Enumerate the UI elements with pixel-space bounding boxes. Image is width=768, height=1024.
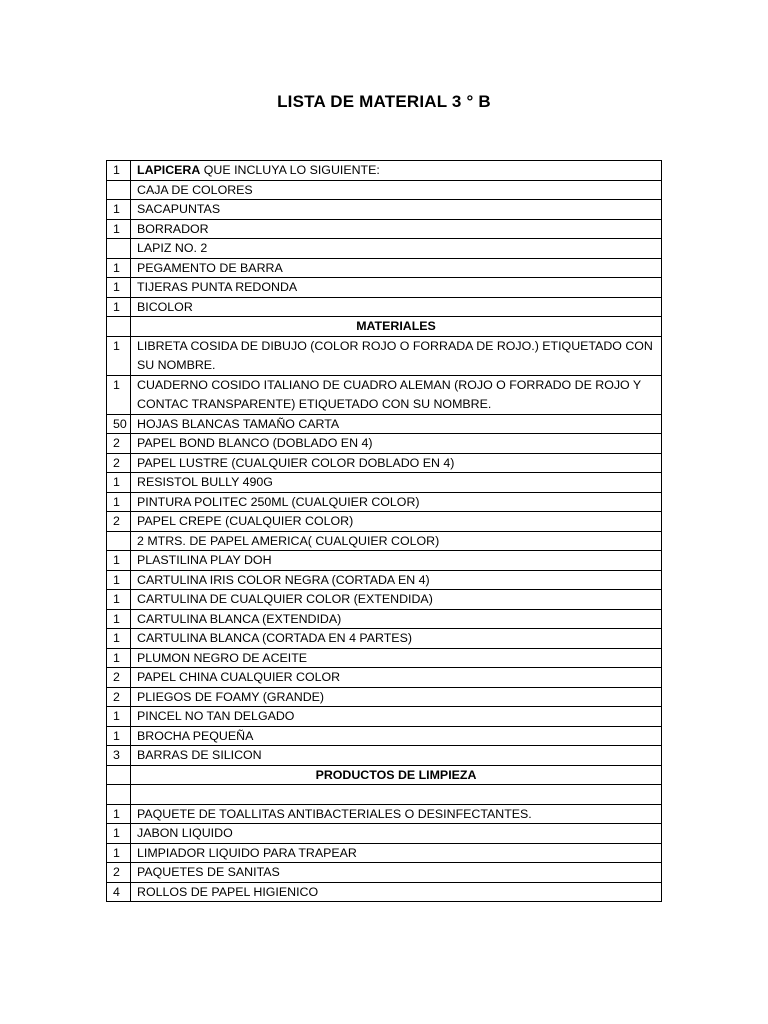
table-row xyxy=(107,726,662,746)
table-row xyxy=(107,648,662,668)
table-row xyxy=(107,531,662,551)
table-row xyxy=(107,707,662,727)
item-cell: LIBRETA COSIDA DE DIBUJO (COLOR ROJO O FORRADA DE ROJO.) ETIQUETADO CON SU NOMBRE. xyxy=(131,336,662,375)
table-row xyxy=(107,746,662,766)
item-cell: PAPEL CREPE (CUALQUIER COLOR) xyxy=(131,512,662,532)
quantity-cell: 1 xyxy=(107,843,131,863)
section-header-cell: MATERIALES xyxy=(131,317,662,337)
table-row xyxy=(107,882,662,902)
table-row xyxy=(107,161,662,181)
table-row xyxy=(107,278,662,298)
quantity-cell: 1 xyxy=(107,492,131,512)
quantity-cell: 1 xyxy=(107,258,131,278)
table-row xyxy=(107,336,662,375)
quantity-cell: 1 xyxy=(107,824,131,844)
table-row xyxy=(107,492,662,512)
item-cell: 2 MTRS. DE PAPEL AMERICA( CUALQUIER COLOR) xyxy=(131,531,662,551)
section-header-row xyxy=(107,317,662,337)
quantity-cell: 1 xyxy=(107,570,131,590)
table-row xyxy=(107,453,662,473)
table-row xyxy=(107,843,662,863)
item-cell: BROCHA PEQUEÑA xyxy=(131,726,662,746)
quantity-cell: 1 xyxy=(107,590,131,610)
table-row xyxy=(107,570,662,590)
table-row xyxy=(107,551,662,571)
material-list-table xyxy=(106,160,662,902)
material-list-body xyxy=(107,161,662,902)
quantity-cell xyxy=(107,531,131,551)
section-header-cell: PRODUCTOS DE LIMPIEZA xyxy=(131,765,662,785)
item-cell: JABON LIQUIDO xyxy=(131,824,662,844)
item-cell: CUADERNO COSIDO ITALIANO DE CUADRO ALEMAN (ROJO O FORRADO DE ROJO Y CONTAC TRANSPARENTE) ETIQUETADO CON SU NOMBRE. xyxy=(131,375,662,414)
item-cell: PINCEL NO TAN DELGADO xyxy=(131,707,662,727)
quantity-cell: 50 xyxy=(107,414,131,434)
quantity-cell: 2 xyxy=(107,453,131,473)
quantity-cell: 1 xyxy=(107,336,131,375)
table-row xyxy=(107,609,662,629)
table-row xyxy=(107,863,662,883)
quantity-cell: 2 xyxy=(107,687,131,707)
quantity-cell xyxy=(107,180,131,200)
item-cell: LIMPIADOR LIQUIDO PARA TRAPEAR xyxy=(131,843,662,863)
quantity-cell: 1 xyxy=(107,219,131,239)
item-cell: PAQUETE DE TOALLITAS ANTIBACTERIALES O DESINFECTANTES. xyxy=(131,804,662,824)
quantity-cell: 1 xyxy=(107,707,131,727)
item-cell: CAJA DE COLORES xyxy=(131,180,662,200)
item-cell: BICOLOR xyxy=(131,297,662,317)
item-cell: TIJERAS PUNTA REDONDA xyxy=(131,278,662,298)
quantity-cell: 1 xyxy=(107,804,131,824)
table-row xyxy=(107,239,662,259)
item-cell: BARRAS DE SILICON xyxy=(131,746,662,766)
item-cell: PLIEGOS DE FOAMY (GRANDE) xyxy=(131,687,662,707)
table-row xyxy=(107,297,662,317)
table-row xyxy=(107,180,662,200)
table-row xyxy=(107,785,662,805)
table-row xyxy=(107,375,662,414)
table-row xyxy=(107,824,662,844)
table-row xyxy=(107,414,662,434)
item-cell xyxy=(131,161,662,181)
item-cell: CARTULINA IRIS COLOR NEGRA (CORTADA EN 4) xyxy=(131,570,662,590)
quantity-cell: 2 xyxy=(107,512,131,532)
quantity-cell: 1 xyxy=(107,648,131,668)
item-cell: RESISTOL BULLY 490G xyxy=(131,473,662,493)
item-cell: PEGAMENTO DE BARRA xyxy=(131,258,662,278)
item-cell: LAPIZ NO. 2 xyxy=(131,239,662,259)
quantity-cell: 2 xyxy=(107,863,131,883)
document-title: LISTA DE MATERIAL 3 ° B xyxy=(277,92,491,111)
quantity-cell: 2 xyxy=(107,434,131,454)
item-cell: PINTURA POLITEC 250ML (CUALQUIER COLOR) xyxy=(131,492,662,512)
item-cell: CARTULINA BLANCA (EXTENDIDA) xyxy=(131,609,662,629)
table-row xyxy=(107,200,662,220)
item-cell: PLUMON NEGRO DE ACEITE xyxy=(131,648,662,668)
table-row xyxy=(107,512,662,532)
table-row xyxy=(107,629,662,649)
table-row xyxy=(107,668,662,688)
table-row xyxy=(107,219,662,239)
table-row xyxy=(107,434,662,454)
quantity-cell: 1 xyxy=(107,278,131,298)
quantity-cell: 1 xyxy=(107,161,131,181)
item-cell: PAPEL BOND BLANCO (DOBLADO EN 4) xyxy=(131,434,662,454)
item-cell: PLASTILINA PLAY DOH xyxy=(131,551,662,571)
quantity-cell: 1 xyxy=(107,297,131,317)
quantity-cell: 4 xyxy=(107,882,131,902)
quantity-cell: 3 xyxy=(107,746,131,766)
quantity-cell xyxy=(107,765,131,785)
item-bold-label: LAPICERA xyxy=(137,163,201,177)
item-cell: HOJAS BLANCAS TAMAÑO CARTA xyxy=(131,414,662,434)
item-cell: BORRADOR xyxy=(131,219,662,239)
quantity-cell xyxy=(107,239,131,259)
quantity-cell: 1 xyxy=(107,609,131,629)
item-cell xyxy=(131,785,662,805)
item-cell: CARTULINA DE CUALQUIER COLOR (EXTENDIDA) xyxy=(131,590,662,610)
quantity-cell: 1 xyxy=(107,726,131,746)
quantity-cell: 1 xyxy=(107,375,131,414)
table-row xyxy=(107,258,662,278)
item-cell: SACAPUNTAS xyxy=(131,200,662,220)
quantity-cell xyxy=(107,317,131,337)
quantity-cell: 1 xyxy=(107,473,131,493)
quantity-cell xyxy=(107,785,131,805)
quantity-cell: 1 xyxy=(107,200,131,220)
item-cell: CARTULINA BLANCA (CORTADA EN 4 PARTES) xyxy=(131,629,662,649)
table-row xyxy=(107,804,662,824)
item-cell: ROLLOS DE PAPEL HIGIENICO xyxy=(131,882,662,902)
item-cell: PAQUETES DE SANITAS xyxy=(131,863,662,883)
quantity-cell: 1 xyxy=(107,551,131,571)
item-cell: PAPEL LUSTRE (CUALQUIER COLOR DOBLADO EN 4) xyxy=(131,453,662,473)
table-row xyxy=(107,590,662,610)
table-row xyxy=(107,687,662,707)
quantity-cell: 1 xyxy=(107,629,131,649)
table-row xyxy=(107,473,662,493)
quantity-cell: 2 xyxy=(107,668,131,688)
item-label: QUE INCLUYA LO SIGUIENTE: xyxy=(200,163,380,177)
section-header-row xyxy=(107,765,662,785)
item-cell: PAPEL CHINA CUALQUIER COLOR xyxy=(131,668,662,688)
